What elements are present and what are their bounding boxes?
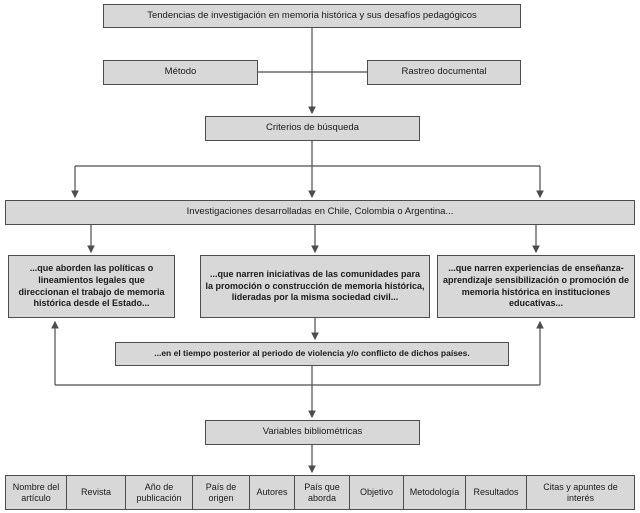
node-investigaciones: Investigaciones desarrolladas en Chile, Colombia o Argentina... [5,200,635,225]
cell-pais-aborda: País que aborda [295,475,350,510]
bibliometric-variables-row [5,475,635,510]
cell-revista: Revista [67,475,126,510]
node-criterios-busqueda: Criterios de búsqueda [205,116,420,141]
cell-ano-publicacion: Año de publicación [126,475,193,510]
node-metodo: Método [103,60,258,85]
cell-citas-apuntes: Citas y apuntes de interés [527,475,635,510]
node-criterio-estado: ...que aborden las políticas o lineamientos legales que direccionan el trabajo de memoria histórica desde el Estado... [8,255,175,318]
node-criterio-comunidades: ...que narren iniciativas de las comunidades para la promoción o construcción de memoria histórica, lideradas por la misma sociedad civil... [200,255,430,318]
node-variables-bibliometricas: Variables bibliométricas [205,420,420,445]
node-criterio-educativas: ...que narren experiencias de enseñanza-aprendizaje sensibilización o promoción de memoria histórica en instituciones educativas... [437,255,635,318]
cell-metodologia: Metodología [404,475,466,510]
node-rastreo-documental: Rastreo documental [367,60,521,85]
cell-pais-origen: País de origen [193,475,250,510]
cell-autores: Autores [250,475,295,510]
cell-objetivo: Objetivo [350,475,404,510]
node-title: Tendencias de investigación en memoria histórica y sus desafíos pedagógicos [103,4,521,28]
node-tiempo-posterior: ...en el tiempo posterior al periodo de violencia y/o conflicto de dichos países. [115,342,509,366]
cell-resultados: Resultados [466,475,527,510]
cell-nombre-articulo: Nombre del artículo [5,475,67,510]
